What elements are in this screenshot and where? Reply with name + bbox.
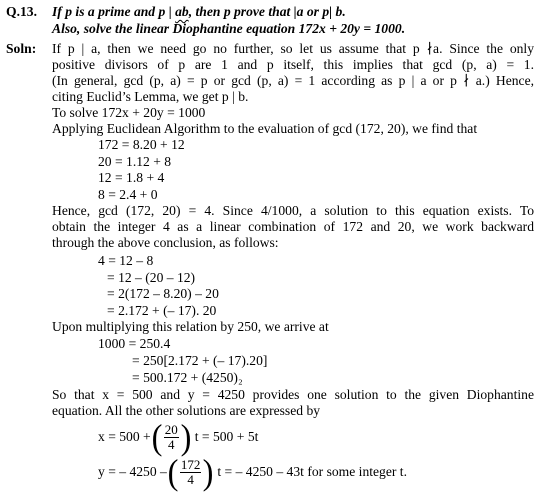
solve-line: To solve 172x + 20y = 1000 <box>52 105 206 120</box>
para1-line-1: If p | a, then we need go no further, so let us assume that p ∤a. Since the only <box>52 41 534 56</box>
question-number: Q.13. <box>6 4 37 19</box>
question-line-1-end: , then p prove that |a or p| b. <box>188 4 346 19</box>
right-paren: ) <box>202 452 214 492</box>
mult-step-2: = 250[2.172 + (– 17).20] <box>132 353 268 368</box>
back-step-4: = 2.172 + (– 17). 20 <box>107 303 217 318</box>
y-eq-lhs: y = – 4250 – <box>98 464 167 479</box>
mult-step-3: = 500.172 + (4250)₂ <box>132 370 243 385</box>
para1-line-2: positive divisors of p are 1 and p itself, this implies that gcd (p, a) = 1. <box>52 57 534 72</box>
y-solution-equation <box>98 452 407 492</box>
mult-step-1: 1000 = 250.4 <box>98 336 171 351</box>
x-eq-lhs: x = 500 + <box>98 429 151 444</box>
x-eq-numerator: 20 <box>164 421 178 437</box>
multiply-line: Upon multiplying this relation by 250, we arrive at <box>52 319 329 334</box>
para1-line-3: (In general, gcd (p, a) = p or gcd (p, a) = 1 according as p | a or p ∤ a.) Hence, <box>52 73 534 88</box>
question-line-1-ab: ab <box>175 4 189 19</box>
x-eq-rhs: t = 500 + 5t <box>194 429 259 444</box>
question-line-2: Also, solve the linear Diophantine equation 172x + 20y = 1000. <box>52 21 406 36</box>
x-solution-equation <box>98 417 258 457</box>
left-paren: ( <box>151 417 163 457</box>
x-eq-fraction <box>164 423 179 452</box>
para2-line-1: Hence, gcd (172, 20) = 4. Since 4/1000, a solution to this equation exists. To <box>52 203 534 218</box>
y-eq-fraction <box>180 458 202 487</box>
left-paren: ( <box>167 452 179 492</box>
para1-line-4: citing Euclid’s Lemma, we get p | b. <box>52 89 249 104</box>
euclid-intro: Applying Euclidean Algorithm to the evaluation of gcd (172, 20), we find that <box>52 121 478 136</box>
y-eq-denominator: 4 <box>187 471 194 487</box>
y-eq-numerator: 172 <box>180 456 201 472</box>
euclid-step-3: 12 = 1.8 + 4 <box>98 170 165 185</box>
euclid-step-4: 8 = 2.4 + 0 <box>98 187 158 202</box>
right-paren: ) <box>180 417 192 457</box>
question-line-1-start: If p is a prime and p | <box>52 4 176 19</box>
para2-line-3: through the above conclusion, as follows: <box>52 235 279 250</box>
para2-line-2: obtain the integer 4 as a linear combination of 172 and 20, we work backward <box>52 219 534 234</box>
back-step-3: = 2(172 – 8.20) – 20 <box>107 286 219 301</box>
solution-label: Soln: <box>6 41 37 56</box>
para3-line-2: equation. All the other solutions are expressed by <box>52 403 321 418</box>
euclid-step-2: 20 = 1.12 + 8 <box>98 154 172 169</box>
back-step-1: 4 = 12 – 8 <box>98 253 154 268</box>
para3-line-1: So that x = 500 and y = 4250 provides one solution to the given Diophantine <box>52 387 534 402</box>
y-eq-rhs: t = – 4250 – 43t for some integer t. <box>217 464 407 479</box>
question-line-1 <box>52 4 346 20</box>
back-step-2: = 12 – (20 – 12) <box>107 270 196 285</box>
euclid-step-1: 172 = 8.20 + 12 <box>98 137 185 152</box>
x-eq-denominator: 4 <box>167 436 175 452</box>
